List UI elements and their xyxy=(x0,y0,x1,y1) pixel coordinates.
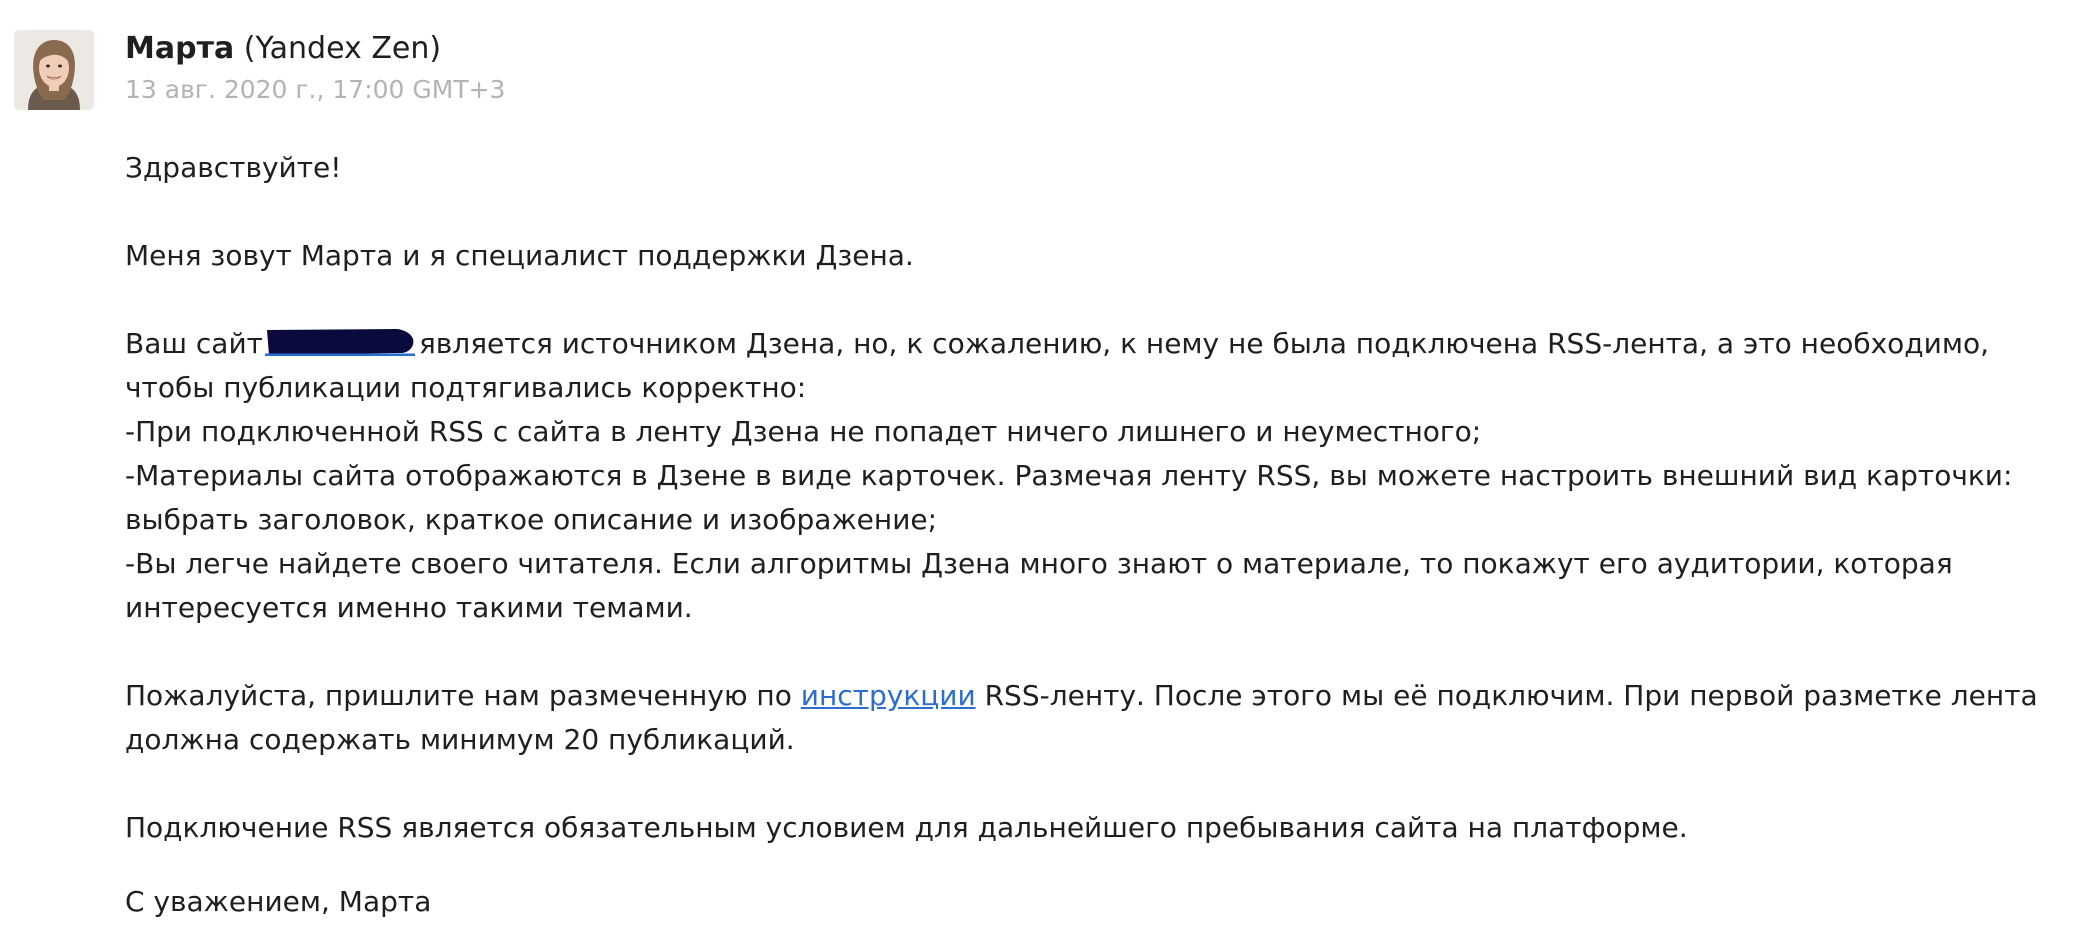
requirement-paragraph: Подключение RSS является обязательным условием для дальнейшего пребывания сайта на платформе. xyxy=(125,811,1688,844)
instructions-link[interactable]: инструкции xyxy=(800,679,976,712)
request-after: RSS-ленту. После этого мы её подключим. При первой разметке лента должна содержать минимум 20 публикаций. xyxy=(125,679,2038,756)
message-header xyxy=(125,28,505,108)
sender-org: (Yandex Zen) xyxy=(243,31,442,66)
site-link[interactable] xyxy=(265,328,415,358)
request-before: Пожалуйста, пришлите нам размеченную по xyxy=(125,679,792,712)
sender[interactable] xyxy=(125,28,505,70)
avatar-photo-icon xyxy=(14,30,94,110)
message-date: 13 авг. 2020 г., 17:00 GMT+3 xyxy=(125,75,506,104)
sender-avatar[interactable] xyxy=(14,30,94,110)
greeting: Здравствуйте! xyxy=(125,151,342,184)
site-prefix: Ваш сайт xyxy=(125,327,263,360)
site-text: является источником Дзена, но, к сожалению, к нему не была подключена RSS-лента, а это необходимо, чтобы публикации подтягивались корректно: xyxy=(125,327,1990,404)
bullet-item: -Материалы сайта отображаются в Дзене в виде карточек. Размечая ленту RSS, вы можете настроить внешний вид карточки: выбрать заголовок, краткое описание и изображение; xyxy=(125,459,2013,536)
request-paragraph xyxy=(125,674,2075,762)
sender-name[interactable]: Марта xyxy=(125,31,235,66)
site-paragraph xyxy=(125,322,2075,410)
signature: С уважением, Марта xyxy=(125,885,432,918)
redaction-mark xyxy=(265,326,415,356)
message-body xyxy=(125,146,2075,924)
bullet-item: -При подключенной RSS с сайта в ленту Дзена не попадет ничего лишнего и неуместного; xyxy=(125,415,1482,448)
intro-paragraph: Меня зовут Марта и я специалист поддержки Дзена. xyxy=(125,239,914,272)
bullet-item: -Вы легче найдете своего читателя. Если алгоритмы Дзена много знают о материале, то покажут его аудитории, которая интересуется именно такими темами. xyxy=(125,547,1953,624)
